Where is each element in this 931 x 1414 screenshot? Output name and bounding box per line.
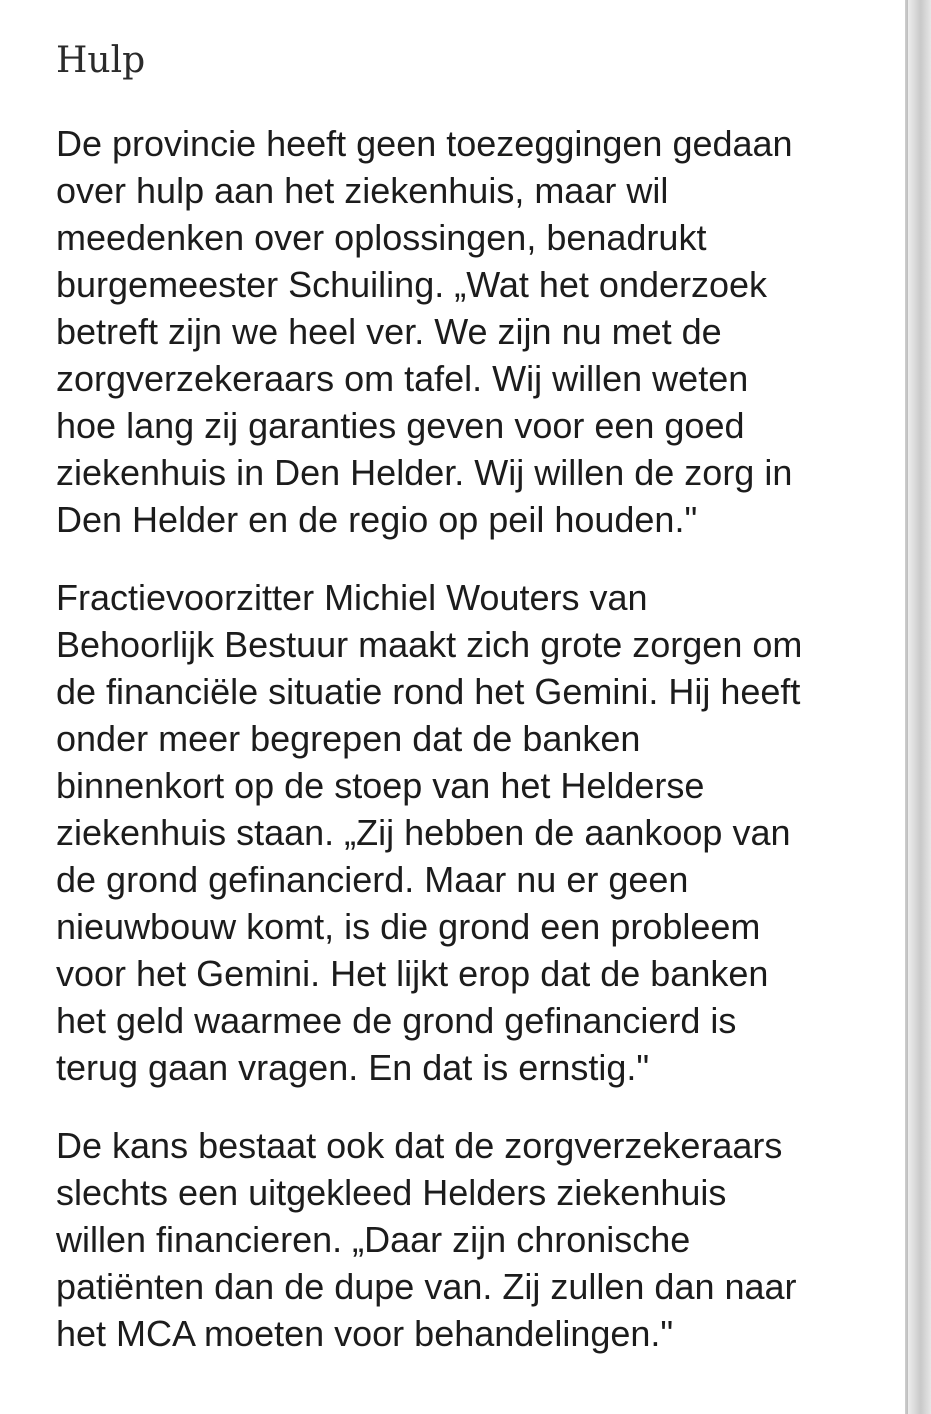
text-line: binnenkort op de stoep van het Helderse bbox=[56, 765, 705, 806]
text-line: slechts een uitgekleed Helders ziekenhuis bbox=[56, 1172, 727, 1213]
page-edge-scrollbar[interactable] bbox=[905, 0, 931, 1414]
text-line: over hulp aan het ziekenhuis, maar wil bbox=[56, 170, 669, 211]
section-heading: Hulp bbox=[56, 40, 146, 81]
text-line: zorgverzekeraars om tafel. Wij willen weten bbox=[56, 358, 749, 399]
text-line: de financiële situatie rond het Gemini. Hij heeft bbox=[56, 671, 801, 712]
text-line: de grond gefinancierd. Maar nu er geen bbox=[56, 859, 689, 900]
text-line: De provincie heeft geen toezeggingen gedaan bbox=[56, 123, 793, 164]
page-edge-divider bbox=[905, 0, 908, 1414]
cropped-text-remnant bbox=[56, 0, 96, 2]
text-line: het geld waarmee de grond gefinancierd is bbox=[56, 1000, 737, 1041]
paragraph-2 bbox=[56, 574, 856, 1091]
paragraph-3 bbox=[56, 1122, 856, 1357]
text-line: meedenken over oplossingen, benadrukt bbox=[56, 217, 707, 258]
text-line: patiënten dan de dupe van. Zij zullen dan naar bbox=[56, 1266, 797, 1307]
text-line: De kans bestaat ook dat de zorgverzekeraars bbox=[56, 1125, 783, 1166]
text-line: burgemeester Schuiling. „Wat het onderzoek bbox=[56, 264, 768, 305]
text-line: ziekenhuis in Den Helder. Wij willen de zorg in bbox=[56, 452, 793, 493]
text-line: Fractievoorzitter Michiel Wouters van bbox=[56, 577, 648, 618]
text-line: Behoorlijk Bestuur maakt zich grote zorgen om bbox=[56, 624, 803, 665]
text-line: terug gaan vragen. En dat is ernstig." bbox=[56, 1047, 650, 1088]
text-line: nieuwbouw komt, is die grond een probleem bbox=[56, 906, 761, 947]
text-line: betreft zijn we heel ver. We zijn nu met de bbox=[56, 311, 722, 352]
text-line: willen financieren. „Daar zijn chronische bbox=[56, 1219, 691, 1260]
text-line: het MCA moeten voor behandelingen." bbox=[56, 1313, 674, 1354]
paragraph-1 bbox=[56, 120, 856, 543]
text-line: voor het Gemini. Het lijkt erop dat de banken bbox=[56, 953, 769, 994]
text-line: hoe lang zij garanties geven voor een goed bbox=[56, 405, 745, 446]
text-line: ziekenhuis staan. „Zij hebben de aankoop van bbox=[56, 812, 791, 853]
text-line: onder meer begrepen dat de banken bbox=[56, 718, 641, 759]
text-line: Den Helder en de regio op peil houden." bbox=[56, 499, 698, 540]
